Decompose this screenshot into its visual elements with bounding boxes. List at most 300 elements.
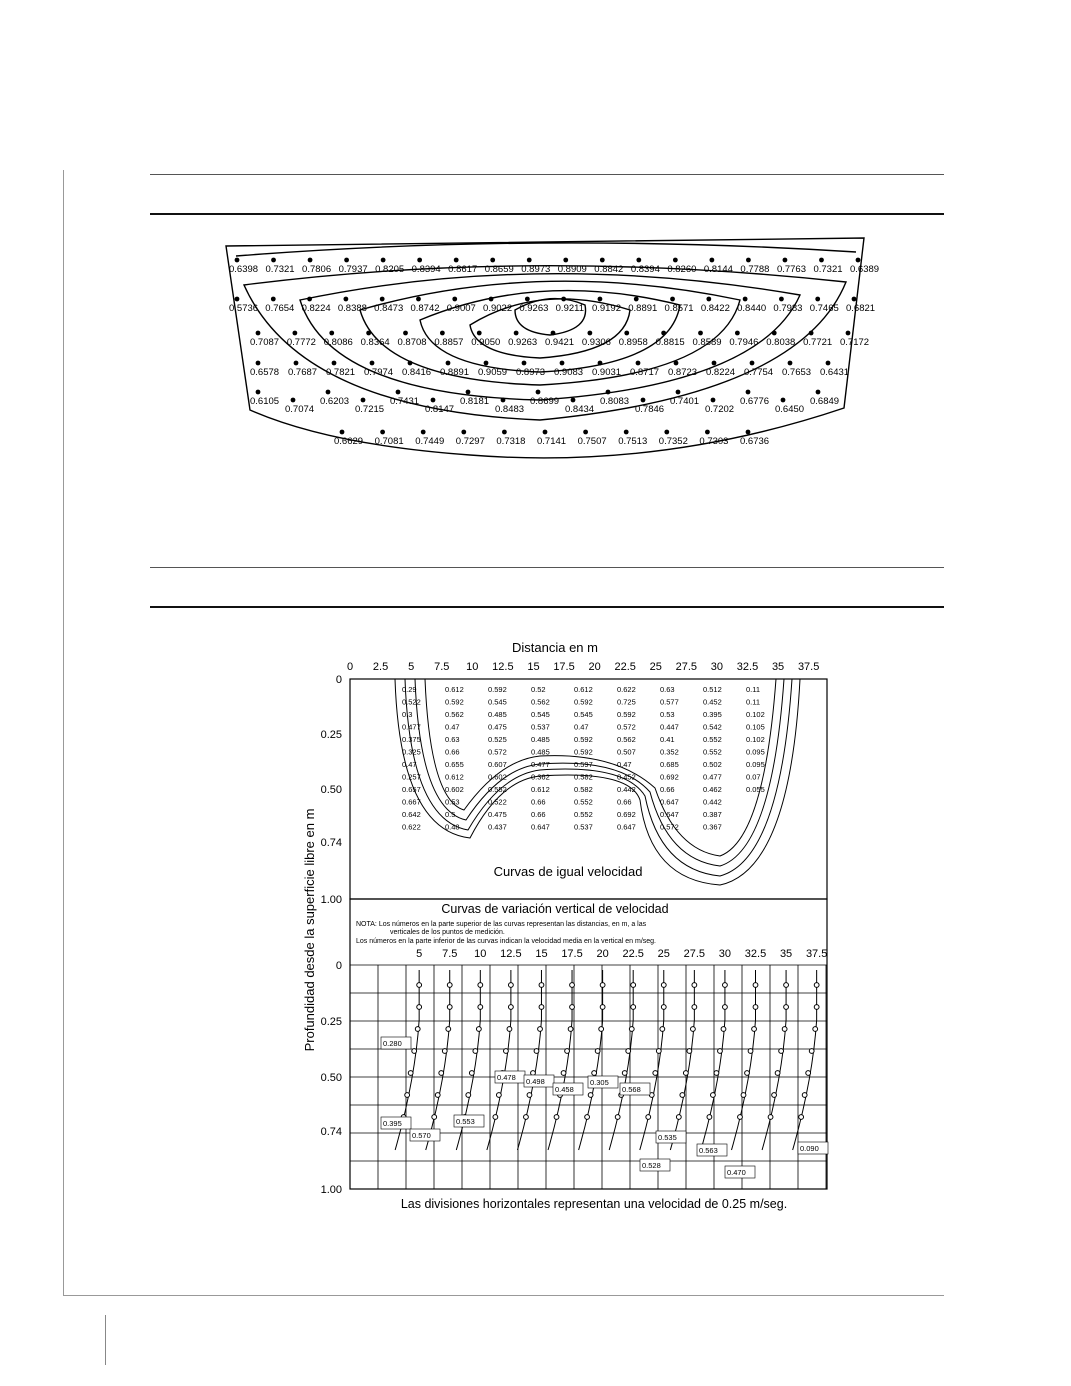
velocity-value: 0.7507 xyxy=(577,436,607,447)
isovelocity-label: 0.41 xyxy=(660,735,675,744)
measurement-point xyxy=(466,1093,471,1098)
velocity-value: 0.8842 xyxy=(594,264,624,275)
measurement-point xyxy=(692,983,697,988)
velocity-value: 0.8086 xyxy=(323,337,353,348)
isovelocity-label: 0.485 xyxy=(488,710,507,719)
measurement-point xyxy=(711,1093,716,1098)
distance-tick-label: 25 xyxy=(649,661,662,673)
mean-velocity-label: 0.570 xyxy=(412,1131,431,1140)
velocity-value: 0.8958 xyxy=(618,337,648,348)
velocity-value: 0.7081 xyxy=(374,436,404,447)
isovelocity-label: 0.325 xyxy=(402,747,421,757)
isovelocity-label: 0.452 xyxy=(617,772,636,782)
measurement-point xyxy=(478,1005,483,1010)
isovelocity-label: 0.5 xyxy=(445,810,456,819)
isovelocity-label: 0.647 xyxy=(660,797,679,807)
measurement-point xyxy=(745,1071,750,1076)
isovelocity-label: 0.545 xyxy=(531,710,550,719)
mean-velocity-label: 0.305 xyxy=(590,1078,609,1087)
velocity-value: 0.7806 xyxy=(302,264,332,275)
velocity-value: 0.7303 xyxy=(699,436,729,447)
velocity-value: 0.7352 xyxy=(658,436,688,447)
isovelocity-label: 0.47 xyxy=(617,760,632,769)
distance-axis-title: Distancia en m xyxy=(512,640,598,655)
velocity-value: 0.9263 xyxy=(519,303,549,314)
measurement-point xyxy=(439,1071,444,1076)
velocity-value: 0.8205 xyxy=(375,264,405,275)
depth-tick-label: 0.74 xyxy=(320,836,342,849)
velocity-value: 0.7401 xyxy=(670,396,700,407)
measurement-point xyxy=(646,1115,651,1120)
depth-tick-label: 0.25 xyxy=(320,1016,342,1028)
measurement-point xyxy=(476,1027,481,1032)
velocity-value: 0.8973 xyxy=(521,264,551,275)
velocity-value: 0.8699 xyxy=(530,396,560,407)
depth-tick-label: 0.74 xyxy=(320,1125,342,1138)
isovelocity-label: 0.447 xyxy=(660,722,679,732)
isovelocity-label: 0.47 xyxy=(402,760,417,769)
velocity-value: 0.9031 xyxy=(592,367,622,378)
isovelocity-label: 0.3 xyxy=(402,710,413,719)
velocity-value: 0.8857 xyxy=(434,337,464,348)
distance-tick-label: 5 xyxy=(408,661,415,673)
depth-tick-label: 0 xyxy=(335,674,342,686)
distance-tick-label: 30 xyxy=(710,661,724,673)
velocity-value: 0.6578 xyxy=(250,367,280,378)
horizontal-divisions-note: Las divisiones horizontales representan una velocidad de 0.25 m/seg. xyxy=(400,1197,788,1211)
velocity-value: 0.9050 xyxy=(471,337,501,348)
measurement-point xyxy=(653,1071,658,1076)
vertical-variation-title: Curvas de variación vertical de velocidad xyxy=(441,902,669,916)
mean-velocity-label: 0.478 xyxy=(497,1073,516,1082)
velocity-value: 0.5736 xyxy=(229,303,259,314)
velocity-value: 0.8659 xyxy=(484,264,514,275)
velocity-value: 0.7513 xyxy=(618,436,648,447)
measurement-point xyxy=(622,1071,627,1076)
isovelocity-label: 0.485 xyxy=(531,735,550,744)
measurement-point xyxy=(592,1071,597,1076)
velocity-value: 0.7202 xyxy=(705,404,735,415)
measurement-point xyxy=(691,1027,696,1032)
measurement-point xyxy=(524,1115,529,1120)
isovelocity-label: 0.612 xyxy=(445,772,464,782)
velocity-value: 0.8144 xyxy=(703,264,733,275)
mean-velocity-label: 0.458 xyxy=(555,1085,574,1094)
measurement-point xyxy=(570,983,575,988)
velocity-value: 0.6821 xyxy=(846,303,876,314)
profile-distance-label: 30 xyxy=(718,948,732,960)
measurement-point xyxy=(600,983,605,988)
measurement-point xyxy=(565,1049,570,1054)
velocity-value: 0.8891 xyxy=(440,367,470,378)
measurement-point xyxy=(723,1005,728,1010)
isovelocity-label: 0.095 xyxy=(746,747,765,757)
measurement-point xyxy=(814,1005,819,1010)
isovelocity-label: 0.257 xyxy=(402,772,421,782)
velocity-value: 0.8708 xyxy=(397,337,427,348)
measurement-point xyxy=(692,1005,697,1010)
mean-velocity-label: 0.090 xyxy=(800,1144,819,1153)
measurement-point xyxy=(687,1049,692,1054)
velocity-value: 0.6431 xyxy=(820,367,850,378)
measurement-point xyxy=(534,1049,539,1054)
velocity-value: 0.6629 xyxy=(334,436,364,447)
velocity-profile-curve xyxy=(579,970,603,1150)
velocity-value: 0.7318 xyxy=(496,436,526,447)
velocity-value: 0.7653 xyxy=(782,367,812,378)
isovelocity-label: 0.552 xyxy=(488,785,507,794)
profile-distance-label: 37.5 xyxy=(805,948,828,960)
velocity-value: 0.8909 xyxy=(557,264,587,275)
profile-distance-label: 7.5 xyxy=(442,948,458,960)
isovelocity-label: 0.592 xyxy=(574,697,593,707)
measurement-point xyxy=(753,1005,758,1010)
depth-tick-label: 0.50 xyxy=(320,784,342,796)
isovelocity-label: 0.512 xyxy=(703,685,722,694)
depth-tick-label: 0.50 xyxy=(320,1072,342,1084)
isovelocity-label: 0.102 xyxy=(746,710,765,719)
velocity-profile-curve xyxy=(670,970,694,1150)
distance-tick-label: 35 xyxy=(771,661,785,673)
isovelocity-label: 0.387 xyxy=(703,810,722,819)
isovelocity-label: 0.437 xyxy=(488,822,507,832)
measurement-point xyxy=(784,1005,789,1010)
velocity-value: 0.9083 xyxy=(554,367,584,378)
measurement-point xyxy=(718,1049,723,1054)
measurement-point xyxy=(561,1071,566,1076)
isovelocity-label: 0.352 xyxy=(660,747,679,757)
measurement-point xyxy=(631,983,636,988)
measurement-point xyxy=(447,1005,452,1010)
isovelocity-label: 0.525 xyxy=(488,735,507,744)
isovelocity-label: 0.29 xyxy=(402,685,417,694)
mean-velocity-label: 0.568 xyxy=(622,1085,641,1094)
mean-velocity-label: 0.395 xyxy=(383,1119,402,1128)
isovelocity-label: 0.612 xyxy=(574,685,593,694)
measurement-point xyxy=(723,983,728,988)
profile-distance-label: 25 xyxy=(657,948,670,960)
isovelocity-label: 0.592 xyxy=(574,735,593,744)
isovelocity-label: 0.602 xyxy=(488,772,507,782)
isovelocity-label: 0.537 xyxy=(574,822,593,832)
measurement-point xyxy=(570,1005,575,1010)
velocity-value: 0.7772 xyxy=(286,337,316,348)
measurement-point xyxy=(595,1049,600,1054)
velocity-value: 0.8742 xyxy=(410,303,440,314)
isovelocity-label: 0.66 xyxy=(531,810,546,819)
isovelocity-label: 0.552 xyxy=(574,810,593,819)
velocity-value: 0.7974 xyxy=(364,367,394,378)
measurement-point xyxy=(588,1093,593,1098)
velocity-value: 0.6736 xyxy=(740,436,770,447)
measurement-point xyxy=(738,1115,743,1120)
measurement-point xyxy=(741,1093,746,1098)
isovelocity-label: 0.477 xyxy=(703,772,722,782)
isovelocity-label: 0.102 xyxy=(746,735,765,744)
velocity-value: 0.7983 xyxy=(773,303,803,314)
measurement-point xyxy=(508,1005,513,1010)
velocity-value: 0.6776 xyxy=(740,396,770,407)
measurement-point xyxy=(478,983,483,988)
measurement-point xyxy=(753,983,758,988)
isovelocity-label: 0.545 xyxy=(574,710,593,719)
isovelocity-label: 0.647 xyxy=(660,810,679,819)
isovelocity-label: 0.667 xyxy=(402,797,421,807)
velocity-value: 0.9211 xyxy=(555,303,585,314)
velocity-value: 0.8388 xyxy=(337,303,367,314)
measurement-point xyxy=(599,1027,604,1032)
isovelocity-label: 0.562 xyxy=(531,697,550,707)
distance-tick-label: 2.5 xyxy=(372,661,389,673)
isovelocity-label: 0.47 xyxy=(574,722,589,732)
velocity-value: 0.9192 xyxy=(591,303,622,314)
measurement-point xyxy=(784,983,789,988)
velocity-value: 0.6389 xyxy=(850,264,880,275)
measurement-point xyxy=(554,1115,559,1120)
velocity-value: 0.9007 xyxy=(446,303,476,314)
measurement-point xyxy=(539,983,544,988)
velocity-value: 0.8815 xyxy=(655,337,685,348)
measurement-point xyxy=(775,1071,780,1076)
measurement-point xyxy=(447,983,452,988)
isovelocity-label: 0.647 xyxy=(531,822,550,832)
velocity-value: 0.8083 xyxy=(600,396,630,407)
isovelocity-label: 0.11 xyxy=(746,685,761,694)
isovelocity-label: 0.655 xyxy=(445,760,464,769)
isovelocity-label: 0.537 xyxy=(531,722,550,732)
measurement-point xyxy=(408,1071,413,1076)
measurement-point xyxy=(415,1027,420,1032)
note-line-2: verticales de los puntos de medición. xyxy=(390,929,505,936)
velocity-value: 0.8617 xyxy=(448,264,478,275)
isovelocity-label: 0.607 xyxy=(488,760,507,769)
measurement-point xyxy=(405,1093,410,1098)
distance-tick-label: 15 xyxy=(527,661,540,673)
velocity-value: 0.8394 xyxy=(411,264,441,275)
measurement-point xyxy=(504,1049,509,1054)
isovelocity-label: 0.597 xyxy=(574,760,593,769)
note-line-3: Los números en la parte inferior de las curvas indican la velocidad media en la vertical en m/seg. xyxy=(356,938,656,945)
isovelocity-label: 0.507 xyxy=(617,747,636,757)
velocity-value: 0.8434 xyxy=(565,404,595,415)
measurement-point xyxy=(656,1049,661,1054)
velocity-value: 0.7431 xyxy=(390,396,420,407)
velocity-value: 0.7465 xyxy=(809,303,839,314)
measurement-point xyxy=(772,1093,777,1098)
isovelocity-label: 0.63 xyxy=(660,685,675,694)
velocity-value: 0.6398 xyxy=(229,264,259,275)
profile-distance-label: 17.5 xyxy=(561,948,583,960)
measurement-point xyxy=(707,1115,712,1120)
isovelocity-label: 0.562 xyxy=(445,710,464,719)
isovelocity-label: 0.582 xyxy=(574,772,593,782)
velocity-value: 0.8181 xyxy=(460,396,490,407)
measurement-point xyxy=(496,1093,501,1098)
isovelocity-label: 0.642 xyxy=(402,810,421,819)
isovelocity-label: 0.53 xyxy=(445,797,460,807)
mean-velocity-label: 0.535 xyxy=(658,1133,677,1142)
mean-velocity-label: 0.553 xyxy=(456,1117,475,1126)
velocity-value: 0.8723 xyxy=(668,367,698,378)
velocity-value: 0.7821 xyxy=(326,367,356,378)
isovelocity-label: 0.552 xyxy=(574,797,593,807)
isovelocity-label: 0.48 xyxy=(445,822,460,832)
measurement-point xyxy=(417,983,422,988)
measurement-point xyxy=(473,1049,478,1054)
velocity-value: 0.7654 xyxy=(265,303,295,314)
isovelocity-label: 0.522 xyxy=(488,797,507,807)
isovelocity-label: 0.63 xyxy=(445,735,460,744)
measurement-point xyxy=(809,1049,814,1054)
isovelocity-label: 0.53 xyxy=(660,710,675,719)
velocity-value: 0.7763 xyxy=(776,264,807,275)
velocity-value: 0.8973 xyxy=(516,367,546,378)
isovelocity-label: 0.612 xyxy=(445,685,464,694)
velocity-value: 0.9059 xyxy=(478,367,508,378)
isovelocity-label: 0.477 xyxy=(402,722,421,732)
measurement-point xyxy=(683,1071,688,1076)
velocity-value: 0.8364 xyxy=(360,337,390,348)
isovelocity-label: 0.552 xyxy=(703,735,722,744)
isovelocity-label: 0.647 xyxy=(617,822,636,832)
isovelocity-label: 0.545 xyxy=(488,697,507,707)
velocity-profile-curve xyxy=(517,970,541,1150)
isovelocity-label: 0.572 xyxy=(617,722,636,732)
measurement-point xyxy=(531,1071,536,1076)
isovelocity-label: 0.562 xyxy=(617,735,636,744)
velocity-value: 0.8147 xyxy=(425,404,455,415)
velocity-value: 0.6849 xyxy=(810,396,840,407)
measurement-point xyxy=(806,1071,811,1076)
measurement-point xyxy=(585,1115,590,1120)
depth-tick-label: 0.25 xyxy=(320,729,342,741)
velocity-profile-curve xyxy=(762,970,786,1150)
velocity-value: 0.8717 xyxy=(630,367,660,378)
isovelocity-label: 0.592 xyxy=(445,697,464,707)
velocity-value: 0.9421 xyxy=(545,337,575,348)
measurement-point xyxy=(412,1049,417,1054)
velocity-value: 0.7937 xyxy=(338,264,368,275)
isovelocity-label: 0.502 xyxy=(703,760,722,769)
velocity-value: 0.8483 xyxy=(495,404,525,415)
velocity-value: 0.7297 xyxy=(455,436,485,447)
distance-tick-label: 20 xyxy=(588,661,601,673)
measurement-point xyxy=(779,1049,784,1054)
measurement-point xyxy=(661,1005,666,1010)
velocity-value: 0.8224 xyxy=(706,367,736,378)
velocity-profile-curve xyxy=(487,970,511,1150)
velocity-value: 0.6203 xyxy=(320,396,350,407)
measurement-point xyxy=(782,1027,787,1032)
isovelocity-label: 0.725 xyxy=(617,697,636,707)
profile-distance-label: 20 xyxy=(596,948,609,960)
isovelocity-label: 0.462 xyxy=(703,785,722,794)
isovelocity-label: 0.47 xyxy=(445,722,460,732)
isovelocity-label: 0.475 xyxy=(488,810,507,819)
velocity-value: 0.7321 xyxy=(813,264,843,275)
distance-tick-label: 22.5 xyxy=(614,661,636,673)
velocity-value: 0.7687 xyxy=(288,367,318,378)
velocity-value: 0.6450 xyxy=(775,404,805,415)
measurement-point xyxy=(507,1027,512,1032)
measurement-point xyxy=(680,1093,685,1098)
profile-distance-label: 15 xyxy=(535,948,548,960)
velocity-value: 0.7946 xyxy=(729,337,759,348)
velocity-value: 0.9263 xyxy=(508,337,538,348)
measurement-point xyxy=(631,1005,636,1010)
velocity-value: 0.6105 xyxy=(250,396,280,407)
mean-velocity-label: 0.280 xyxy=(383,1039,402,1048)
isovelocity-label: 0.522 xyxy=(402,697,421,707)
velocity-value: 0.9306 xyxy=(581,337,611,348)
distance-tick-label: 27.5 xyxy=(675,661,698,673)
measurement-point xyxy=(802,1093,807,1098)
velocity-profile-curve xyxy=(793,970,817,1150)
isovelocity-label: 0.612 xyxy=(531,785,550,794)
isovelocity-label: 0.685 xyxy=(660,760,679,769)
isovelocity-label: 0.592 xyxy=(488,685,507,694)
note-line-1: NOTA: Los números en la parte superior de las curvas representan las distancias, en m, a las xyxy=(356,921,647,928)
velocity-value: 0.7321 xyxy=(265,264,295,275)
velocity-value: 0.8422 xyxy=(700,303,730,314)
measurement-point xyxy=(748,1049,753,1054)
isovelocity-label: 0.592 xyxy=(574,747,593,757)
isovelocity-label: 0.577 xyxy=(660,697,679,707)
velocity-profile-curve xyxy=(732,970,756,1150)
velocity-value: 0.8038 xyxy=(766,337,796,348)
isovelocity-label: 0.542 xyxy=(703,722,722,732)
distance-tick-label: 10 xyxy=(466,661,479,673)
velocity-value: 0.7846 xyxy=(635,404,665,415)
isovelocity-label: 0.552 xyxy=(703,747,722,757)
measurement-point xyxy=(768,1115,773,1120)
velocity-profile-curve xyxy=(548,970,572,1150)
isovelocity-label: 0.395 xyxy=(703,710,722,719)
isovelocity-label: 0.582 xyxy=(574,785,593,794)
isovelocity-label: 0.692 xyxy=(660,772,679,782)
velocity-value: 0.8416 xyxy=(402,367,432,378)
velocity-value: 0.8473 xyxy=(374,303,404,314)
velocity-value: 0.8589 xyxy=(692,337,722,348)
isovelocity-label: 0.452 xyxy=(703,697,722,707)
measurement-point xyxy=(432,1115,437,1120)
profile-distance-label: 22.5 xyxy=(622,948,644,960)
mean-velocity-label: 0.528 xyxy=(642,1161,661,1170)
isovelocity-label: 0.692 xyxy=(617,810,636,819)
distance-tick-label: 32.5 xyxy=(736,661,759,673)
isovelocity-label: 0.657 xyxy=(402,785,421,794)
isovelocity-label: 0.362 xyxy=(531,772,550,782)
isovelocity-label: 0.475 xyxy=(488,722,507,732)
depth-tick-label: 0 xyxy=(335,960,342,972)
velocity-value: 0.7215 xyxy=(355,404,385,415)
isovelocity-label: 0.105 xyxy=(746,722,765,732)
velocity-value: 0.9022 xyxy=(483,303,513,314)
isovelocity-label: 0.055 xyxy=(746,785,765,794)
isovelocity-label: 0.095 xyxy=(746,760,765,769)
measurement-point xyxy=(813,1027,818,1032)
isovelocity-label: 0.572 xyxy=(488,747,507,757)
measurement-point xyxy=(615,1115,620,1120)
velocity-value: 0.8891 xyxy=(628,303,658,314)
isovelocity-label: 0.622 xyxy=(617,685,636,694)
velocity-value: 0.7721 xyxy=(803,337,833,348)
distance-tick-label: 7.5 xyxy=(434,661,450,673)
mean-velocity-label: 0.563 xyxy=(699,1146,718,1155)
profile-distance-label: 35 xyxy=(779,948,793,960)
velocity-profile-curve xyxy=(701,970,725,1150)
isovelocity-label: 0.52 xyxy=(531,685,546,694)
